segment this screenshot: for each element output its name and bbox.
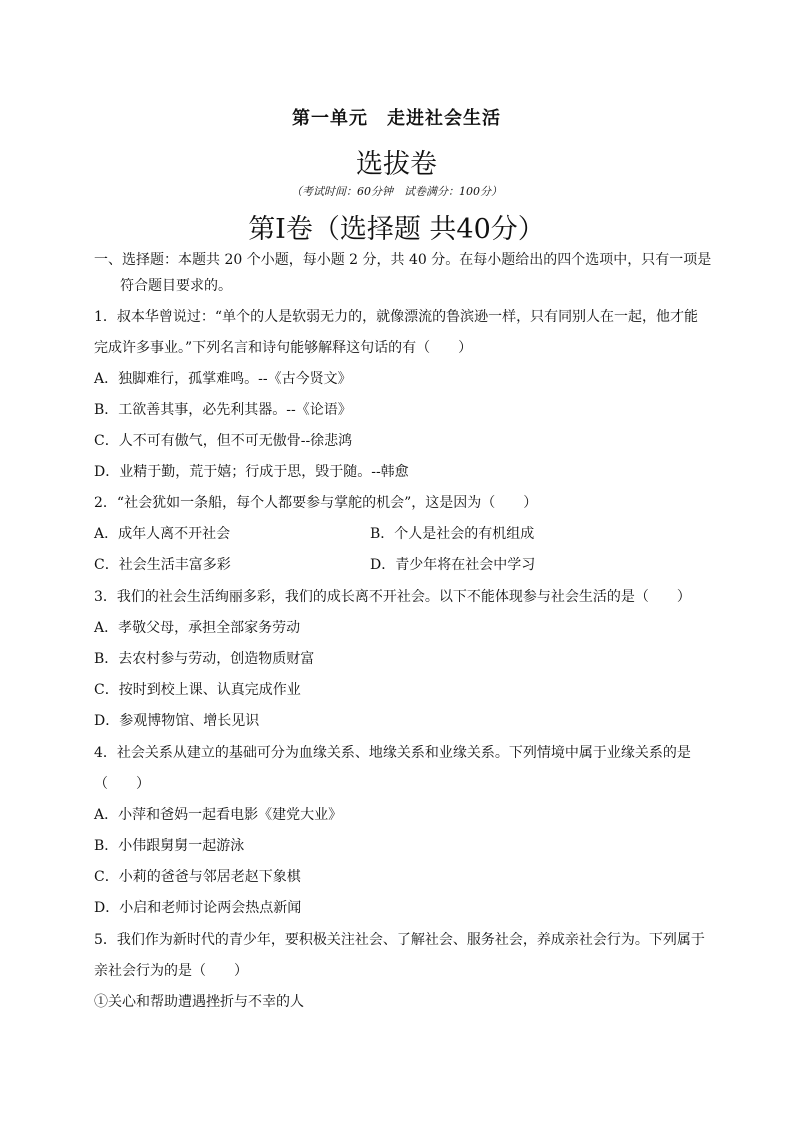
question-1-stem-cont: 完成许多事业。”下列名言和诗句能够解释这句话的有（ ）	[94, 340, 473, 356]
selection-title: 选拔卷	[356, 149, 437, 180]
question-4-option-a: A．小萍和爸妈一起看电影《建党大业》	[94, 807, 343, 823]
question-1-option-b: B．工欲善其事，必先利其器。--《论语》	[94, 402, 352, 418]
unit-title: 第一单元 走进社会生活	[292, 108, 501, 129]
question-3-stem: 3．我们的社会生活绚丽多彩，我们的成长离不开社会。以下不能体现参与社会生活的是（ ）	[94, 589, 691, 605]
part-title: 第Ⅰ卷（选择题 共40分）	[248, 214, 545, 245]
section-instruction-cont: 符合题目要求的。	[120, 278, 232, 294]
exam-info: （考试时间：60分钟 试卷满分：100分）	[291, 185, 502, 198]
question-3-option-b: B．去农村参与劳动，创造物质财富	[94, 651, 315, 667]
question-2-option-b: B．个人是社会的有机组成	[370, 526, 535, 542]
question-5-item-1: ①关心和帮助遭遇挫折与不幸的人	[94, 994, 304, 1010]
question-4-option-d: D．小启和老师讨论两会热点新闻	[94, 900, 302, 916]
section-instruction: 一、选择题：本题共 20 个小题，每小题 2 分，共 40 分。在每小题给出的四个选项中，只有一项是	[94, 252, 712, 268]
question-1-option-a: A．独脚难行，孤掌难鸣。--《古今贤文》	[94, 371, 352, 387]
question-1-option-c: C．人不可有傲气，但不可无傲骨--徐悲鸿	[94, 433, 353, 449]
question-1-option-d: D．业精于勤，荒于嬉；行成于思，毁于随。--韩愈	[94, 464, 409, 480]
question-2-option-d: D．青少年将在社会中学习	[370, 557, 536, 573]
question-2-option-a: A．成年人离不开社会	[94, 526, 231, 542]
question-4-option-b: B．小伟跟舅舅一起游泳	[94, 838, 245, 854]
question-4-stem: 4．社会关系从建立的基础可分为血缘关系、地缘关系和业缘关系。下列情境中属于业缘关系的是	[94, 745, 691, 761]
question-5-stem: 5．我们作为新时代的青少年，要积极关注社会、了解社会、服务社会，养成亲社会行为。下列属于	[94, 932, 705, 948]
question-4-option-c: C．小莉的爸爸与邻居老赵下象棋	[94, 869, 301, 885]
question-1-stem: 1．叔本华曾说过：“单个的人是软弱无力的，就像漂流的鲁滨逊一样，只有同别人在一起，他才能	[94, 309, 699, 325]
question-5-stem-cont: 亲社会行为的是（ ）	[94, 963, 248, 979]
question-2-stem: 2．“社会犹如一条船，每个人都要参与掌舵的机会”，这是因为（ ）	[94, 495, 538, 511]
question-3-option-c: C．按时到校上课、认真完成作业	[94, 682, 301, 698]
question-3-option-a: A．孝敬父母，承担全部家务劳动	[94, 620, 301, 636]
question-4-stem-cont: （ ）	[94, 776, 150, 792]
question-3-option-d: D．参观博物馆、增长见识	[94, 713, 260, 729]
question-2-option-c: C．社会生活丰富多彩	[94, 557, 231, 573]
